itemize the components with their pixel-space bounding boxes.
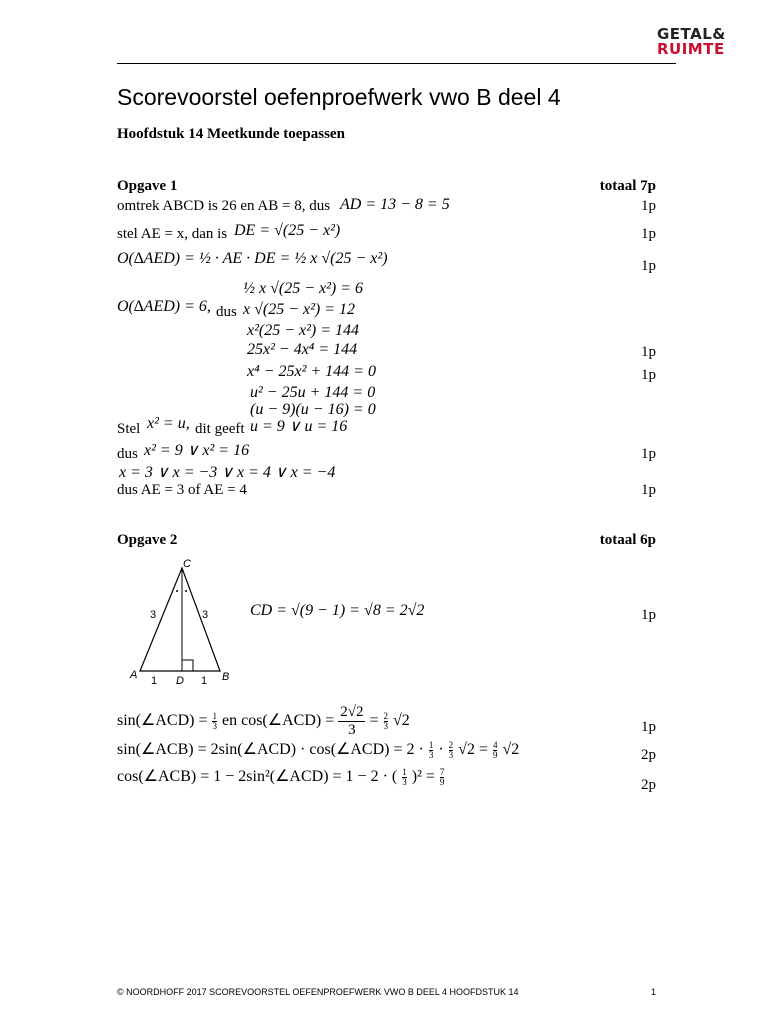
fraction-den: 9 — [492, 749, 498, 760]
opgave1-line-11 — [117, 415, 656, 438]
fraction-den: 3 — [212, 721, 217, 731]
line-points: 1p — [641, 258, 656, 274]
opgave1-line-6 — [117, 322, 656, 342]
fraction-num: 1 — [428, 739, 434, 750]
opgave1-line-1 — [117, 198, 656, 218]
opgave2-total: totaal 6p — [599, 532, 656, 548]
line-points: 1p — [641, 482, 656, 498]
line-points: 1p — [641, 198, 656, 214]
opgave2-line-sinacb — [117, 739, 656, 765]
logo-line-2: RUIMTE — [657, 40, 725, 58]
line-points: 1p — [641, 226, 656, 242]
getal-ruimte-logo — [657, 27, 726, 57]
right-angle-mark — [182, 660, 193, 671]
chapter-heading: Hoofdstuk 14 Meetkunde toepassen — [117, 126, 345, 142]
opgave2-line-cosacb — [117, 766, 656, 794]
line-math: x²(25 − x²) = 144 — [247, 322, 360, 339]
opgave1-line-14 — [117, 482, 656, 502]
line-math: ½ x √(25 − x²) = 6 — [243, 280, 364, 297]
line-text: dus — [117, 446, 138, 462]
opgave2-line-sin — [117, 704, 656, 740]
header-rule — [117, 63, 676, 64]
fraction — [493, 741, 498, 760]
cos-eq: = — [369, 712, 379, 730]
line-math: u² − 25u + 144 = 0 — [250, 384, 376, 401]
label-b: B — [222, 671, 230, 683]
line-math: DE = √(25 − x²) — [234, 222, 341, 239]
cosacb-mid: )² = — [411, 768, 435, 785]
page-title: Scorevoorstel oefenproefwerk vwo B deel 4 — [117, 84, 561, 110]
line-math: CD = √(9 − 1) = √8 = 2√2 — [250, 602, 425, 619]
label-d: D — [176, 675, 184, 687]
line-text: Stel — [117, 421, 141, 437]
triangle-svg — [128, 558, 238, 688]
fraction-den: 9 — [439, 776, 445, 787]
fraction — [402, 768, 407, 787]
line-math: x⁴ − 25x² + 144 = 0 — [247, 363, 376, 380]
angle-mark-right — [185, 590, 187, 592]
fraction-num: 7 — [439, 766, 445, 777]
opgave1-total: totaal 7p — [599, 178, 656, 194]
opgave1-line-2 — [117, 222, 656, 246]
opgave1-line-12 — [117, 442, 656, 462]
line-text: dus — [216, 304, 237, 320]
line-math: x √(25 − x²) = 12 — [243, 301, 356, 318]
line-text-2: dit geeft — [195, 421, 245, 437]
label-c: C — [183, 558, 191, 570]
label-side-right: 3 — [202, 609, 209, 621]
line-math: x² = 9 ∨ x² = 16 — [144, 442, 250, 459]
fraction — [429, 741, 434, 760]
opgave1-line-4 — [117, 280, 656, 300]
line-math: 25x² − 4x⁴ = 144 — [247, 341, 358, 358]
line-math-sub: x² = u, — [147, 415, 190, 432]
label-base-right: 1 — [201, 675, 208, 687]
page-footer: © NOORDHOFF 2017 SCOREVOORSTEL OEFENPROEFWERK VWO B DEEL 4 HOOFDSTUK 14 — [117, 987, 519, 997]
fraction-den: 3 — [448, 749, 454, 760]
sinacb-left: sin(∠ACB) = 2sin(∠ACD) · cos(∠ACD) = 2 · — [117, 741, 424, 758]
cosacb-left: cos(∠ACB) = 1 − 2sin²(∠ACD) = 1 − 2 · ( — [117, 768, 398, 785]
sin-left: sin(∠ACD) = — [117, 712, 208, 730]
line-points: 1p — [641, 367, 656, 383]
cos-tail: √2 — [393, 712, 410, 730]
opgave1-line-8 — [117, 363, 656, 383]
big-fraction-den: 3 — [348, 722, 356, 738]
line-math — [117, 739, 519, 760]
opgave1-line-13 — [117, 462, 656, 482]
sinacb-tail: √2 — [502, 741, 520, 758]
opgave2-heading: Opgave 2 — [117, 532, 178, 548]
fraction-num: 1 — [402, 766, 407, 777]
fraction — [449, 741, 454, 760]
triangle-diagram — [128, 558, 238, 688]
line-points: 1p — [641, 719, 656, 735]
line-math: x = 3 ∨ x = −3 ∨ x = 4 ∨ x = −4 — [119, 464, 336, 481]
label-a: A — [130, 669, 138, 681]
line-math: (u − 9)(u − 16) = 0 — [250, 401, 376, 418]
line-text: omtrek ABCD is 26 en AB = 8, dus — [117, 198, 331, 214]
sinacb-dot: · — [438, 741, 444, 758]
label-side-left: 3 — [150, 609, 157, 621]
label-base-left: 1 — [151, 675, 158, 687]
line-math: u = 9 ∨ u = 16 — [250, 418, 348, 435]
cos-left: cos(∠ACD) = — [241, 712, 335, 730]
fraction-num: 2 — [383, 711, 388, 721]
line-points: 2p — [641, 747, 656, 763]
sinacb-mid: √2 = — [458, 741, 488, 758]
fraction-den: 3 — [383, 721, 388, 731]
line-points: 1p — [641, 446, 656, 462]
line-points: 1p — [641, 607, 656, 623]
line-points: 1p — [641, 344, 656, 360]
fraction-num: 1 — [212, 711, 217, 721]
line-text: dus AE = 3 of AE = 4 — [117, 482, 247, 498]
page-number: 1 — [651, 987, 657, 997]
fraction-num: 4 — [492, 739, 498, 750]
opgave1-heading: Opgave 1 — [117, 178, 178, 194]
logo-line-1: GETAL& — [657, 25, 726, 43]
fraction-den: 3 — [428, 749, 434, 760]
line-math-pre: O(∆AED) = 6, — [117, 298, 211, 315]
line-math — [117, 704, 410, 739]
line-math: AD = 13 − 8 = 5 — [340, 196, 450, 213]
fraction-den: 3 — [402, 776, 407, 787]
big-fraction — [338, 704, 365, 739]
opgave1-line-7 — [117, 341, 656, 361]
opgave1-line-5 — [117, 298, 656, 318]
fraction-num: 2 — [448, 739, 454, 750]
sin-en: en — [221, 712, 238, 730]
fraction — [212, 712, 217, 731]
line-math: O(∆AED) = ½ · AE · DE = ½ x √(25 − x²) — [117, 250, 388, 267]
line-math — [117, 766, 445, 787]
big-fraction-num: 2√2 — [340, 704, 364, 720]
fraction — [384, 712, 389, 731]
line-text: stel AE = x, dan is — [117, 226, 228, 242]
opgave2-header — [117, 532, 656, 552]
opgave2-line-cd — [117, 602, 656, 622]
line-points: 2p — [641, 777, 656, 793]
angle-mark-left — [176, 590, 178, 592]
opgave1-line-3 — [117, 250, 656, 274]
opgave1-header — [117, 178, 656, 198]
fraction — [440, 768, 445, 787]
